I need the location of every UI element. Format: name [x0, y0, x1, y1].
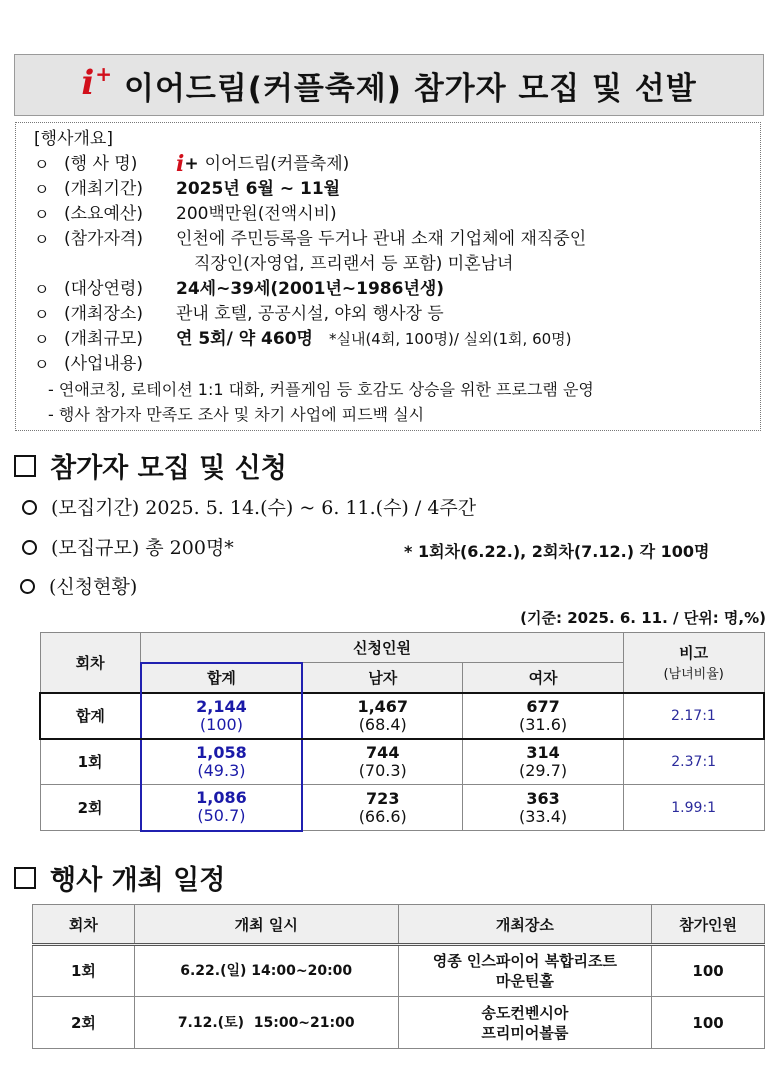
- circle-bullet-icon: [20, 579, 35, 594]
- section-title: 참가자 모집 및 신청: [50, 453, 287, 484]
- bullet: ㅇ: [34, 330, 50, 349]
- item-label: (대상연령): [64, 279, 143, 299]
- row-participants: 100: [652, 997, 765, 1049]
- section-schedule-heading: [14, 858, 225, 897]
- item-label: (사업내용): [64, 354, 143, 374]
- female-count: 363: [526, 788, 560, 808]
- row-participants: 100: [652, 945, 765, 997]
- bullet: ㅇ: [34, 305, 50, 324]
- cell-female: [463, 785, 624, 831]
- section-recruitment-heading: [14, 446, 287, 485]
- total-pct: (100): [199, 714, 243, 734]
- item-value: 이어드림(커플축제): [204, 154, 350, 174]
- female-pct: (31.6): [519, 714, 568, 734]
- total-pct: (49.3): [197, 760, 246, 780]
- total-pct: (50.7): [197, 806, 246, 826]
- row-venue: [398, 945, 652, 997]
- circle-bullet-icon: [22, 540, 37, 555]
- header-remarks-label: 비고: [679, 644, 709, 663]
- overview-item-content: [34, 352, 760, 377]
- content-sub-item: - 연애코칭, 로테이션 1:1 대화, 커플게임 등 호감도 상승을 위한 프로그램 운영: [48, 380, 594, 399]
- overview-item-budget: [34, 202, 760, 227]
- overview-item-name: [34, 152, 760, 177]
- item-label: (소요예산): [64, 204, 143, 224]
- item-value: 2025년 6월 ~ 11월: [176, 179, 341, 199]
- mini-logo-plus: +: [184, 154, 199, 174]
- female-pct: (29.7): [519, 760, 568, 780]
- content-sub-item: - 행사 참가자 만족도 조사 및 차기 사업에 피드백 실시: [48, 405, 425, 424]
- table-row: [40, 693, 764, 739]
- overview-item-scale: [34, 327, 760, 352]
- mini-logo-letter: i: [176, 151, 185, 177]
- item-value: 연 5회/ 약 460명: [176, 329, 313, 349]
- item-label: (개최기간): [64, 179, 143, 199]
- female-pct: (33.4): [519, 806, 568, 826]
- header-round: 회차: [33, 905, 135, 945]
- recruit-period: [22, 493, 476, 520]
- row-datetime: 7.12.(토) 15:00~21:00: [134, 997, 398, 1049]
- checkbox-square-icon: [14, 455, 36, 477]
- table-row: [33, 997, 765, 1049]
- bullet: ㅇ: [34, 230, 50, 249]
- checkbox-square-icon: [14, 867, 36, 889]
- table-row: [40, 739, 764, 785]
- table-basis-note: (기준: 2025. 6. 11. / 단위: 명,%): [520, 609, 766, 627]
- row-round: 2회: [40, 785, 141, 831]
- overview-item-venue: [34, 302, 760, 327]
- bullet: ㅇ: [34, 205, 50, 224]
- bullet: ㅇ: [34, 355, 50, 374]
- item-label: (개최장소): [64, 304, 143, 324]
- row-round: 1회: [33, 945, 135, 997]
- overview-item-age: [34, 277, 760, 302]
- circle-bullet-icon: [22, 500, 37, 515]
- overview-item-eligibility: [34, 227, 760, 252]
- recruit-status-text: (신청현황): [49, 576, 138, 598]
- row-round: 합계: [40, 693, 141, 739]
- male-pct: (66.6): [358, 806, 407, 826]
- applicants-table: [39, 632, 765, 832]
- female-count: 314: [526, 742, 560, 762]
- title-bar: [14, 54, 764, 116]
- row-venue: [398, 997, 652, 1049]
- venue-line: 송도컨벤시아: [481, 1003, 569, 1022]
- male-pct: (68.4): [358, 714, 407, 734]
- row-datetime: 6.22.(일) 14:00~20:00: [134, 945, 398, 997]
- venue-line: 영종 인스파이어 복합리조트: [432, 952, 618, 970]
- venue-line: 프리미어볼룸: [481, 1023, 569, 1042]
- row-round: 1회: [40, 739, 141, 785]
- cell-male: [302, 785, 463, 831]
- table-row: [40, 785, 764, 831]
- table-header-row: [40, 633, 764, 663]
- cell-ratio: 2.37:1: [623, 739, 764, 785]
- item-label: (참가자격): [64, 229, 143, 249]
- overview-box: [15, 122, 761, 431]
- male-count: 744: [366, 742, 400, 762]
- bullet: ㅇ: [34, 280, 50, 299]
- schedule-table: [32, 904, 765, 1049]
- recruit-status: [20, 572, 137, 599]
- cell-total: [141, 693, 303, 739]
- overview-item-period: [34, 177, 760, 202]
- male-pct: (70.3): [358, 760, 407, 780]
- cell-female: [463, 693, 624, 739]
- header-round: 회차: [40, 633, 141, 693]
- table-header-row: [33, 905, 765, 945]
- cell-total: [141, 785, 303, 831]
- header-female: 여자: [463, 663, 624, 693]
- logo-letter: i: [81, 63, 95, 103]
- cell-ratio: 1.99:1: [623, 785, 764, 831]
- cell-male: [302, 693, 463, 739]
- header-remarks: [623, 633, 764, 693]
- cell-ratio: 2.17:1: [623, 693, 764, 739]
- overview-heading: [행사개요]: [34, 129, 113, 149]
- item-value: 24세~39세(2001년~1986년생): [176, 279, 445, 299]
- header-male: 남자: [302, 663, 463, 693]
- item-value: 인천에 주민등록을 두거나 관내 소재 기업체에 재직중인: [176, 229, 587, 249]
- total-count: 1,086: [196, 788, 247, 808]
- recruit-scale-text: (모집규모) 총 200명*: [51, 537, 234, 559]
- item-value: 200백만원(전액시비): [176, 204, 337, 224]
- header-remarks-sub: (남녀비율): [663, 667, 724, 683]
- header-datetime: 개최 일시: [134, 905, 398, 945]
- bullet: ㅇ: [34, 155, 50, 174]
- header-total: 합계: [141, 663, 303, 693]
- total-count: 1,058: [196, 742, 247, 762]
- section-title: 행사 개최 일정: [50, 865, 226, 896]
- page-title: 이어드림(커플축제) 참가자 모집 및 선발: [124, 70, 697, 107]
- header-venue: 개최장소: [398, 905, 652, 945]
- header-applicants: 신청인원: [141, 633, 624, 663]
- recruit-scale: [22, 533, 234, 560]
- male-count: 723: [366, 788, 400, 808]
- item-label: (행 사 명): [64, 154, 138, 174]
- header-participants: 참가인원: [652, 905, 765, 945]
- venue-line: 마운틴홀: [495, 972, 554, 990]
- recruit-scale-note: * 1회차(6.22.), 2회차(7.12.) 각 100명: [404, 542, 710, 561]
- cell-male: [302, 739, 463, 785]
- total-count: 2,144: [196, 696, 247, 716]
- recruit-period-text: (모집기간) 2025. 5. 14.(수) ~ 6. 11.(수) / 4주간: [51, 497, 477, 519]
- item-note: *실내(4회, 100명)/ 실외(1회, 60명): [328, 330, 572, 348]
- bullet: ㅇ: [34, 180, 50, 199]
- overview-item-eligibility-cont: [34, 252, 760, 277]
- cell-female: [463, 739, 624, 785]
- item-label: (개최규모): [64, 329, 143, 349]
- item-value: 관내 호텔, 공공시설, 야외 행사장 등: [176, 304, 444, 324]
- male-count: 1,467: [357, 696, 409, 716]
- item-value-cont: 직장인(자영업, 프리랜서 등 포함) 미혼남녀: [194, 254, 514, 274]
- female-count: 677: [526, 696, 560, 716]
- cell-total: [141, 739, 303, 785]
- i-plus-logo: [81, 62, 113, 103]
- logo-plus: +: [95, 62, 113, 86]
- table-row: [33, 945, 765, 997]
- row-round: 2회: [33, 997, 135, 1049]
